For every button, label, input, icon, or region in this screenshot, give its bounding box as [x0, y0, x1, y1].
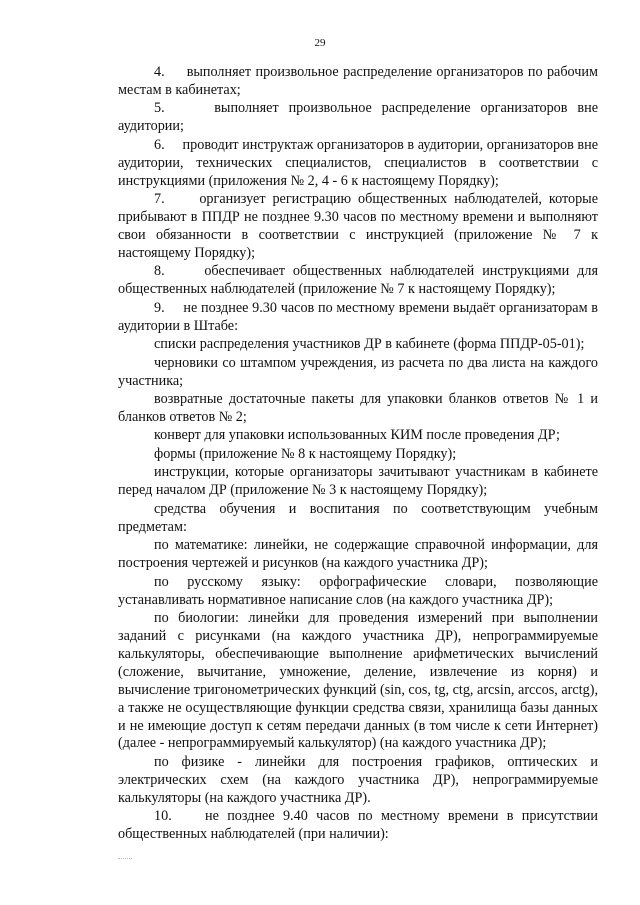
paragraph-envelope: конверт для упаковки использованных КИМ после проведения ДР; [154, 427, 560, 444]
paragraph-item-7: 7. организует регистрацию общественных наблюдателей, которые прибывают в ППДР не позднее 9.30 часов по местному времени и выполняют свои обязанности в соответствии с инструкцией (приложение № 7 к настоящему Порядку); [118, 191, 598, 261]
scan-mark [118, 858, 132, 859]
paragraph-learning-tools: средства обучения и воспитания по соответствующим учебным предметам: [118, 500, 598, 535]
page-body [118, 64, 598, 844]
paragraph-instructions: инструкции, которые организаторы зачитывают участникам в кабинете перед началом ДР (приложение № 3 к настоящему Порядку); [118, 464, 598, 499]
paragraph-item-6: 6. проводит инструктаж организаторов в аудитории, организаторов вне аудитории, технических специалистов, специалистов в соответствии с инструкциями (приложения № 2, 4 - 6 к настоящему Порядку); [118, 136, 598, 189]
paragraph-list-distribution: списки распределения участников ДР в кабинете (форма ППДР-05-01); [154, 336, 585, 353]
paragraph-drafts: черновики со штампом учреждения, из расчета по два листа на каждого участника; [118, 354, 598, 389]
paragraph-forms: формы (приложение № 8 к настоящему Порядку); [154, 445, 457, 462]
paragraph-physics: по физике - линейки для построения графиков, оптических и электрических схем (на каждого участника ДР), непрограммируемые калькуляторы (на каждого участника ДР). [118, 753, 598, 806]
paragraph-return-packets: возвратные достаточные пакеты для упаковки бланков ответов № 1 и бланков ответов № 2; [118, 391, 598, 425]
page-number: 29 [314, 37, 326, 49]
paragraph-item-9: 9. не позднее 9.30 часов по местному времени выдаёт организаторам в аудитории в Штабе: [118, 299, 598, 334]
paragraph-item-8: 8. обеспечивает общественных наблюдателей инструкциями для общественных наблюдателей (приложение № 7 к настоящему Порядку); [118, 263, 598, 298]
paragraph-biology: по биологии: линейки для проведения измерений при выполнении заданий с рисунками (на каждого участника ДР), непрограммируемые калькуляторы, обеспечивающие выполнение арифметических вычислений (сложение, вычитание, умножение, деление, извлечение из корня) и вычисление тригонометрических функций (sin, cos, tg, ctg, arcsin, arccos, arctg), а также не осуществляющие функции средства связи, хранилища базы данных и не имеющие доступ к сетям передачи данных (в том числе к сети Интернет) (далее - непрограммируемый калькулятор) (на каждого участника ДР); [118, 610, 598, 752]
paragraph-russian-language: по русскому языку: орфографические словари, позволяющие устанавливать нормативное написание слов (на каждого участника ДР); [118, 573, 598, 608]
paragraph-mathematics: по математике: линейки, не содержащие справочной информации, для построения чертежей и рисунков (на каждого участника ДР); [118, 537, 598, 572]
paragraph-item-5: 5. выполняет произвольное распределение организаторов вне аудитории; [118, 100, 598, 135]
paragraph-item-4: 4. выполняет произвольное распределение организаторов по рабочим местам в кабинетах; [118, 64, 598, 98]
paragraph-item-10: 10. не позднее 9.40 часов по местному времени в присутствии общественных наблюдателей (при наличии): [118, 808, 598, 843]
